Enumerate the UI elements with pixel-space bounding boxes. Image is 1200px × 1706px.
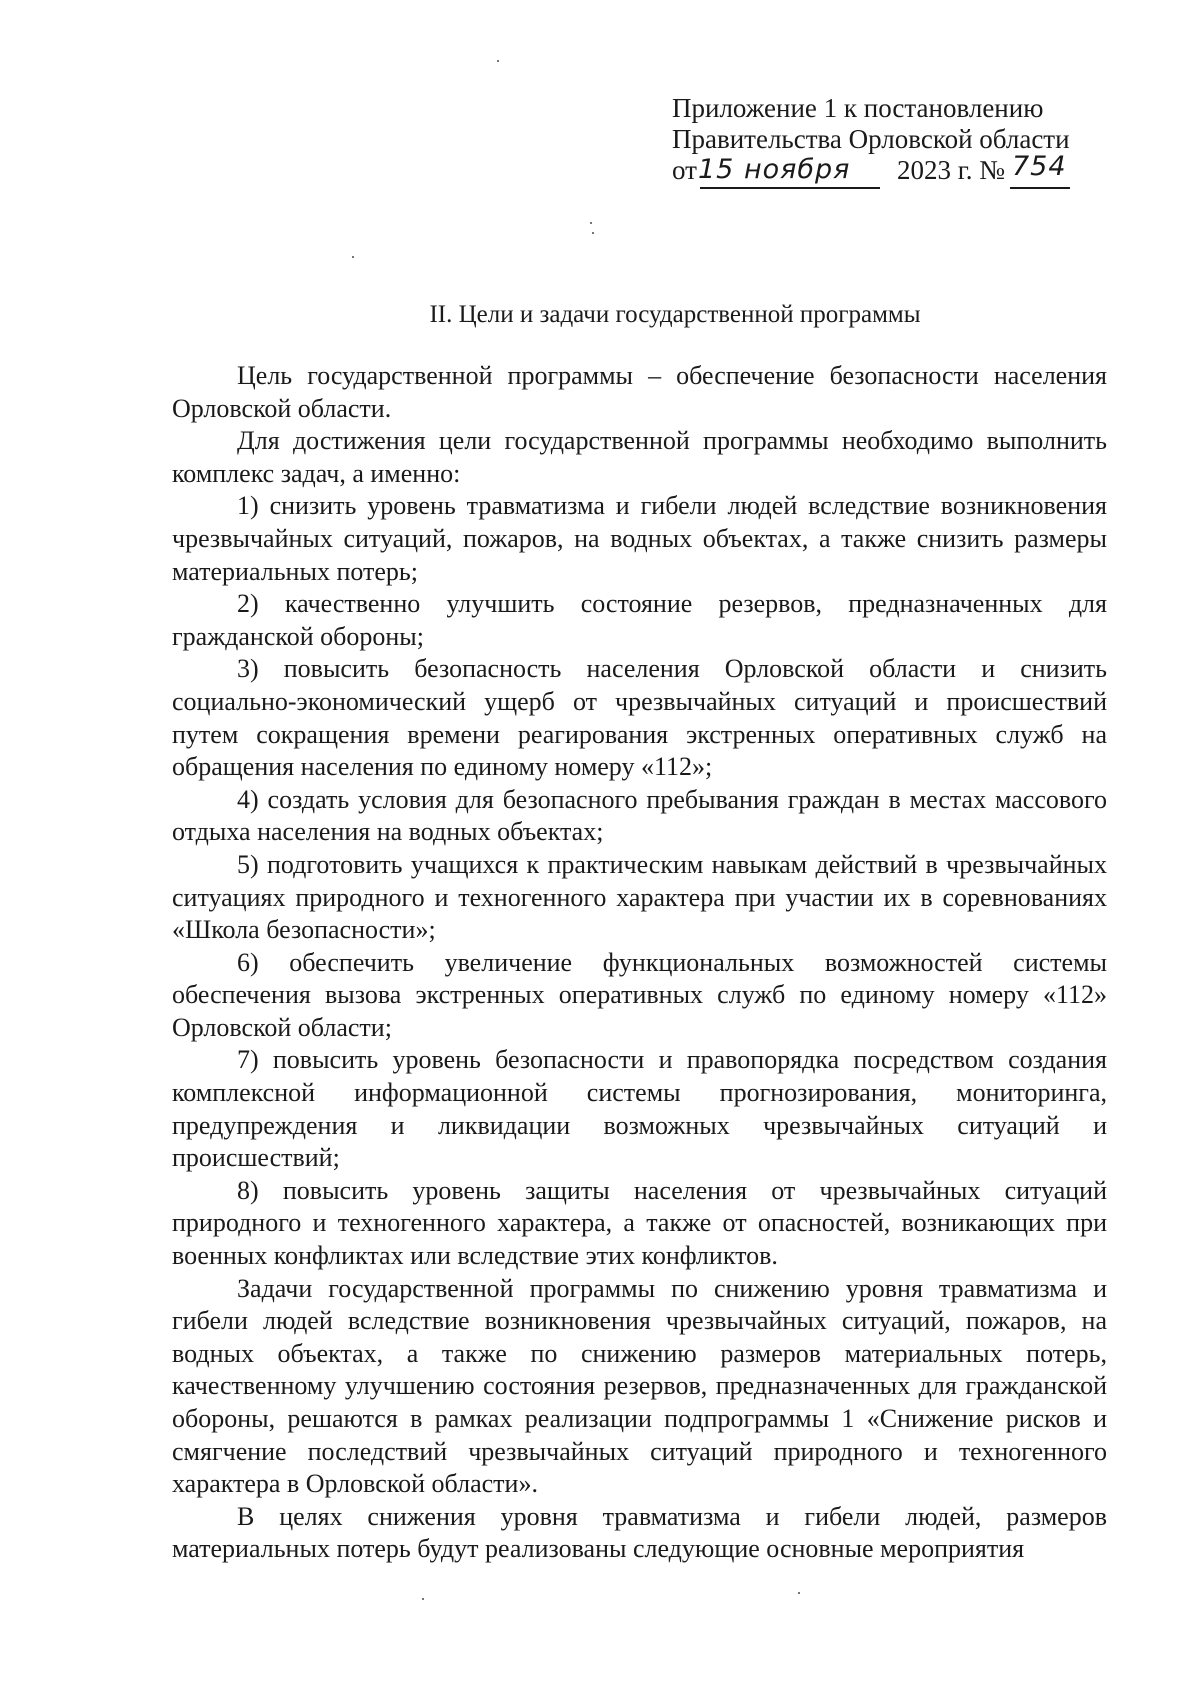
list-item: 7) повысить уровень безопасности и правопорядка посредством создания комплексной информационной системы прогнозирования, мониторинга, предупреждения и ликвидации возможных чрезвычайных ситуаций и происшествий; [172,1045,1107,1173]
header-prefix: от [672,155,697,185]
section-title: II. Цели и задачи государственной программы [429,301,921,328]
paragraph: Для достижения цели государственной программы необходимо выполнить комплекс задач, а именно: [172,426,1107,488]
scan-speck [497,60,499,62]
header-line-1: Приложение 1 к постановлению [672,93,1044,123]
list-item: 1) снизить уровень травматизма и гибели людей вследствие возникновения чрезвычайных ситуаций, пожаров, на водных объектах, а также снизить размеры материальных потерь; [172,491,1107,586]
list-item: 2) качественно улучшить состояние резервов, предназначенных для гражданской обороны; [172,589,1107,651]
handwritten-date: 15 ноября [698,154,851,185]
scan-speck [798,1592,800,1594]
paragraph: В целях снижения уровня травматизма и гибели людей, размеров материальных потерь будут реализованы следующие основные мероприятия [172,1501,1107,1564]
list-item: 8) повысить уровень защиты населения от чрезвычайных ситуаций природного и техногенного характера, а также от опасностей, возникающих при военных конфликтах или вследствие этих конфликтов. [172,1175,1107,1271]
header-line-2: Правительства Орловской области [672,124,1070,154]
scan-speck [592,232,594,234]
list-item: 6) обеспечить увеличение функциональных возможностей системы обеспечения вызова экстренных оперативных служб по единому номеру «112» Орловской области; [172,947,1107,1042]
scan-speck [352,256,354,258]
scan-speck [422,1598,424,1600]
document-body [172,360,1107,1566]
number-underline [1010,187,1070,189]
handwritten-number: 754 [1012,151,1067,182]
list-item: 4) создать условия для безопасного пребывания граждан в местах массового отдыха населения на водных объектах; [172,784,1107,847]
paragraph: Задачи государственной программы по снижению уровня травматизма и гибели людей вследствие возникновения чрезвычайных ситуаций, пожаров, на водных объектах, а также по снижению размеров материальных потерь, качественному улучшению состояния резервов, предназначенных для гражданской обороны, решаются в рамках реализации подпрограммы 1 «Снижение рисков и смягчение последствий чрезвычайных ситуаций природного и техногенного характера в Орловской области». [172,1273,1107,1499]
header-year: 2023 г. № [896,155,1005,185]
scan-speck [590,222,592,224]
date-underline [700,187,880,189]
paragraph: Цель государственной программы – обеспечение безопасности населения Орловской области. [172,361,1107,423]
list-item: 5) подготовить учащихся к практическим навыкам действий в чрезвычайных ситуациях природного и техногенного характера при участии их в соревнованиях «Школа безопасности»; [172,849,1107,945]
list-item: 3) повысить безопасность населения Орловской области и снизить социально-экономический ущерб от чрезвычайных ситуаций и происшествий путем сокращения времени реагирования экстренных оперативных служб на обращения населения по единому номеру «112»; [172,654,1107,782]
